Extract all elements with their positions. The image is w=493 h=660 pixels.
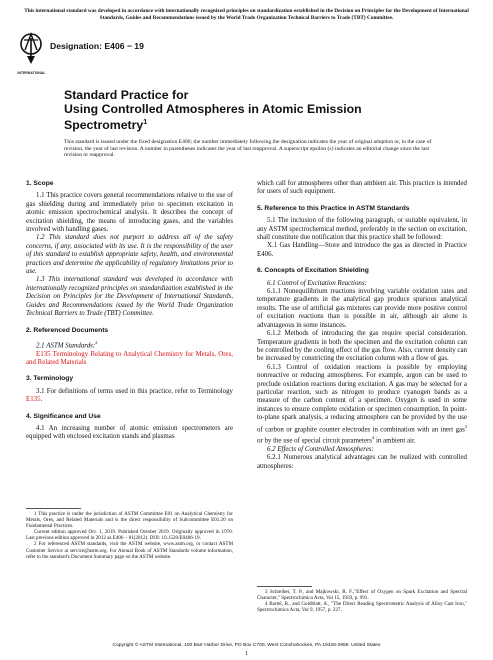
paragraph-6-2-1: 6.2.1 Numerous analytical advantages can be realized with controlled atmospheres: bbox=[257, 454, 467, 470]
e135-link[interactable]: E135 bbox=[36, 350, 51, 358]
paragraph-6-2: 6.2 Effects of Controlled Atmospheres: bbox=[267, 445, 374, 453]
paragraph-6-1-3: 6.1.3 Control of oxidation reactions is possible by employing nonreactive or reducing atmospheres. For example, argon can be used to preclude oxidation reactions during excitation. A gas may be selected for a particular reaction, such as nitrogen to produce cyanogen bands as a measure of the carbon content of a specimen. Oxygen is used in some instances to ensure complete oxidation or specimen consumption. In point-to-plane spark analysis, a reducing atmosphere can be provided by the use of carbon or graphite counter electrodes in combination with an inert gas$^3$ or by the use of special circuit parameters$^4$ in ambient air. bbox=[257, 363, 467, 445]
section-heading-concepts: 6. Concepts of Excitation Shielding bbox=[257, 267, 369, 275]
section-heading-referenced-documents: 2. Referenced Documents bbox=[26, 326, 109, 334]
footnote-divider-right bbox=[257, 586, 312, 587]
standard-issuance-note: This standard is issued under the fixed designation E406; the number immediately following the designation indicates the year of original adoption or, in the case of revision, the year of last revision. A number in parentheses indicates the year of last reapproval. A superscript epsilon (ε) indicates an editorial change since the last revision or reapproval. bbox=[64, 139, 432, 159]
footnote-1-edition: Current edition approved Oct. 1, 2019. Published October 2019. Originally approved in 1970. Last previous edition approved in 2012 as E406 – 81(2012). DOI: 10.1520/E0406-19. bbox=[26, 529, 233, 542]
paragraph-4-1-continued: which call for atmospheres other than ambient air. This practice is intended for users of such equipment. bbox=[257, 180, 467, 196]
section-heading-terminology: 3. Terminology bbox=[26, 375, 74, 383]
page-number: 1 bbox=[245, 651, 248, 657]
title-line-3: Spectrometry$^1$ bbox=[64, 118, 148, 133]
footnote-3: 3 Schreiber, T. P., and Majkowski, R. F.,"Effect of Oxygen on Spark Excitation and Spectral Character," Spectrochimica Acta, Vol 15, 1959, p. 991. bbox=[257, 589, 467, 602]
footnote-2: 2 For referenced ASTM standards, visit the ASTM website, www.astm.org, or contact ASTM Customer Service at service@astm.org. For Annual Book of ASTM Standards volume information, refer to the standard's Document Summary page on the ASTM website. bbox=[26, 541, 233, 560]
paragraph-2-1: 2.1 ASTM Standards:$^2$ bbox=[36, 339, 98, 350]
paragraph-6-1-2: 6.1.2 Methods of introducing the gas require special consideration. Temperature gradients in both the specimen and the excitation column can be controlled by the cooling effect of the gas flow. Also, current density can be increased by constricting the excitation column with a flow of gas. bbox=[257, 330, 467, 363]
section-heading-significance: 4. Significance and Use bbox=[26, 412, 101, 420]
title-line-1: Standard Practice for bbox=[64, 88, 189, 102]
paragraph-1-1: 1.1 This practice covers general recommendations relative to the use of gas shielding during and immediately prior to specimen excitation in atomic emission spectrochemical analysis. It describes the concept of excitation shielding, the means of introducing gases, and the variables involved with handling gases. bbox=[26, 192, 233, 234]
paragraph-6-1-1: 6.1.1 Nonequilibrium reactions involving variable oxidation rates and temperature gradients in the analytical gap produce spurious analytical results. The use of artificial gas mixtures can provide more positive control of excitation reactions than is possible in air, although air alone is advantageous in some instances. bbox=[257, 288, 467, 329]
footnotes-right bbox=[257, 589, 467, 613]
section-heading-scope: 1. Scope bbox=[26, 180, 54, 187]
footnote-1: 1 This practice is under the jurisdiction of ASTM Committee E01 on Analytical Chemistry for Metals, Ores, and Related Materials and is the direct responsibility of Subcommittee E01.20 on Fundamental Practices. bbox=[26, 511, 233, 530]
international-standard-notice: This international standard was developed in accordance with internationally recognized principles on standardization established in the Decision on Principles for the Development of International Standards, Guides and Recommendations issued by the World Trade Organization Technical Barriers to Trade (TBT) Committee. bbox=[24, 8, 469, 21]
paragraph-4-1: 4.1 An increasing number of atomic emission spectrometers are equipped with enclosed excitation stands and plasmas bbox=[26, 425, 233, 441]
logo-label: INTERNATIONAL bbox=[17, 71, 46, 75]
title-footnote-ref: 1 bbox=[143, 119, 148, 127]
paragraph-3-1: 3.1 For definitions of terms used in this practice, refer to Terminology E135. bbox=[26, 387, 233, 404]
footnotes-left bbox=[26, 511, 233, 560]
footnote-divider-left bbox=[26, 508, 81, 509]
left-column bbox=[26, 180, 233, 442]
right-column bbox=[257, 180, 467, 471]
document-title bbox=[64, 88, 444, 133]
paragraph-x-1: X.1 Gas Handling—Store and introduce the gas as directed in Practice E406. bbox=[257, 242, 467, 258]
e135-link-inline[interactable]: E135 bbox=[26, 396, 41, 404]
astm-logo-icon bbox=[20, 30, 42, 76]
paragraph-5-1: 5.1 The inclusion of the following paragraph, or suitable equivalent, in any ASTM spectrochemical method, preferably in the section on excitation, shall constitute due notification that this practice shall be followed: bbox=[257, 217, 467, 242]
reference-e135: E135 Terminology Relating to Analytical Chemistry for Metals, Ores, and Related Materials bbox=[26, 350, 233, 367]
footnote-4: 4 Bartel, R., and Goldblatt, A., "The Direct Reading Spectrometric Analysis of Alloy Cast Iron," Spectrochimica Acta, Vol 9, 1957, p. 227. bbox=[257, 601, 467, 614]
designation: Designation: E406 − 19 bbox=[50, 41, 144, 51]
paragraph-6-1: 6.1 Control of Excitation Reactions: bbox=[267, 279, 367, 287]
section-heading-reference-practice: 5. Reference to this Practice in ASTM Standards bbox=[257, 204, 410, 212]
title-line-2: Using Controlled Atmospheres in Atomic Emission bbox=[64, 102, 362, 117]
paragraph-1-2: 1.2 This standard does not purport to address all of the safety concerns, if any, associated with its use. It is the responsibility of the user of this standard to establish appropriate safety, health, and environmental practices and determine the applicability of regulatory limitations prior to use. bbox=[26, 234, 233, 276]
copyright-footer: Copyright © ASTM International, 100 Barr Harbor Drive, PO Box C700, West Conshohocken, PA 19428-2959. United States bbox=[112, 643, 381, 648]
paragraph-1-3: 1.3 This international standard was developed in accordance with internationally recognized principles on standardization established in the Decision on Principles for the Development of International Standards, Guides and Recommendations issued by the World Trade Organization Technical Barriers to Trade (TBT) Committee. bbox=[26, 276, 233, 318]
